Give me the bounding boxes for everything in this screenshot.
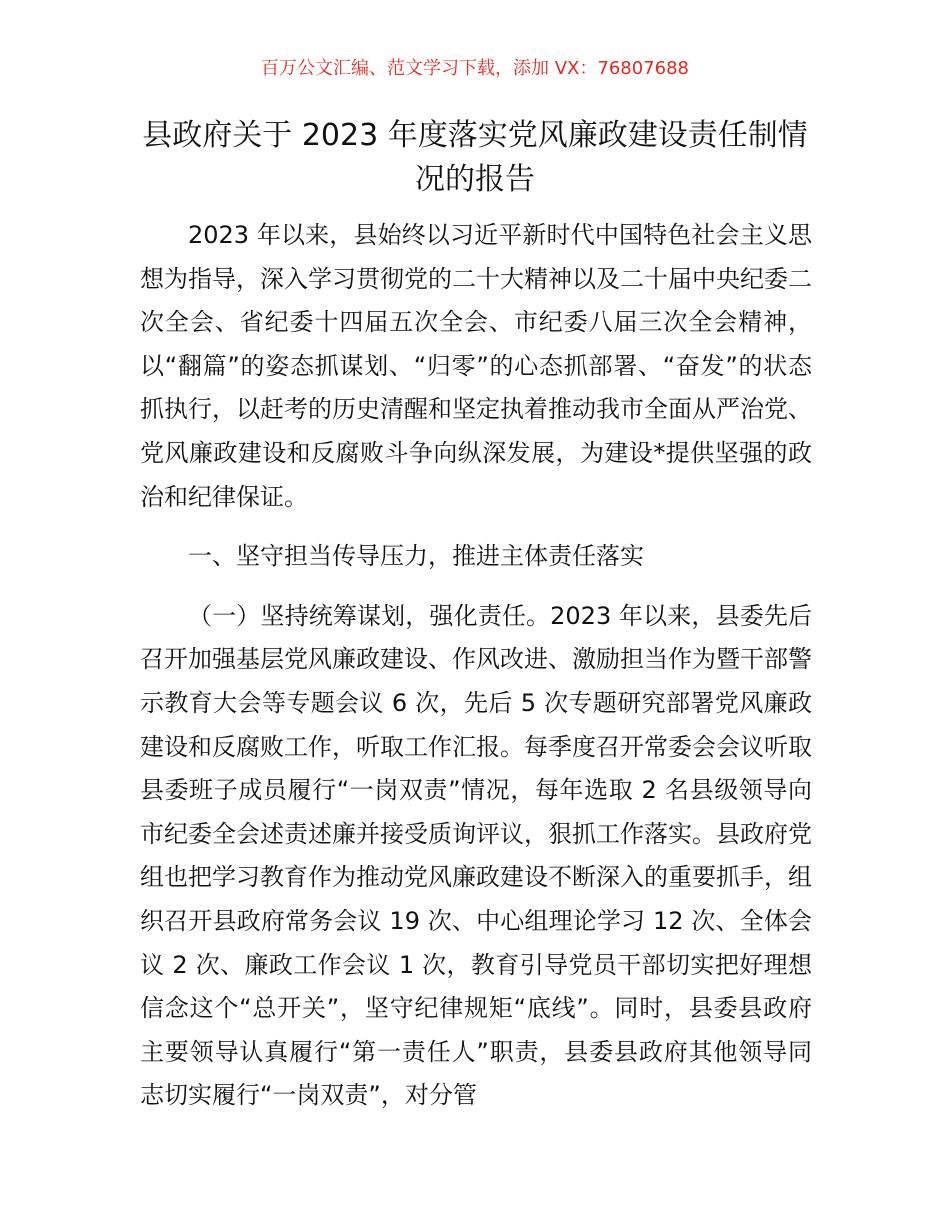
header-banner: 百万公文汇编、范文学习下载，添加 VX：76807688 bbox=[261, 58, 689, 79]
body-paragraph: （一）坚持统筹谋划，强化责任。2023 年以来，县委先后召开加强基层党风廉政建设、作风改进、激励担当作为暨干部警示教育大会等专题会议 6 次，先后 5 次专题研究部署党风廉政建设和反腐败工作，听取工作汇报。每季度召开常委会会议听取县委班子成员履行“一岗双责”情况，每年选取 2 名县级领导向市纪委全会述责述廉并接受质询评议，狠抓工作落实。县政府党组也把学习教育作为推动党风廉政建设不断深入的重要抓手，组织召开县政府常务会议 19 次、中心组理论学习 12 次、全体会议 2 次、廉政工作会议 1 次，教育引导党员干部切实把好理想信念这个“总开关”，坚守纪律规矩“底线”。同时，县委县政府主要领导认真履行“第一责任人”职责，县委县政府其他领导同志切实履行“一岗双责”，对分管 bbox=[140, 601, 812, 1110]
document-body bbox=[140, 214, 812, 1118]
document-title: 县政府关于 2023 年度落实党风廉政建设责任制情况的报告 bbox=[142, 118, 808, 197]
section-heading: 一、坚守担当传导压力，推进主体责任落实 bbox=[188, 542, 644, 571]
intro-paragraph: 2023 年以来，县始终以习近平新时代中国特色社会主义思想为指导，深入学习贯彻党的二十大精神以及二十届中央纪委二次全会、省纪委十四届五次全会、市纪委八届三次全会精神，以“翻篇”的姿态抓谋划、“归零”的心态抓部署、“奋发”的状态抓执行，以赶考的历史清醒和坚定执着推动我市全面从严治党、党风廉政建设和反腐败斗争向纵深发展，为建设*提供坚强的政治和纪律保证。 bbox=[140, 221, 812, 511]
